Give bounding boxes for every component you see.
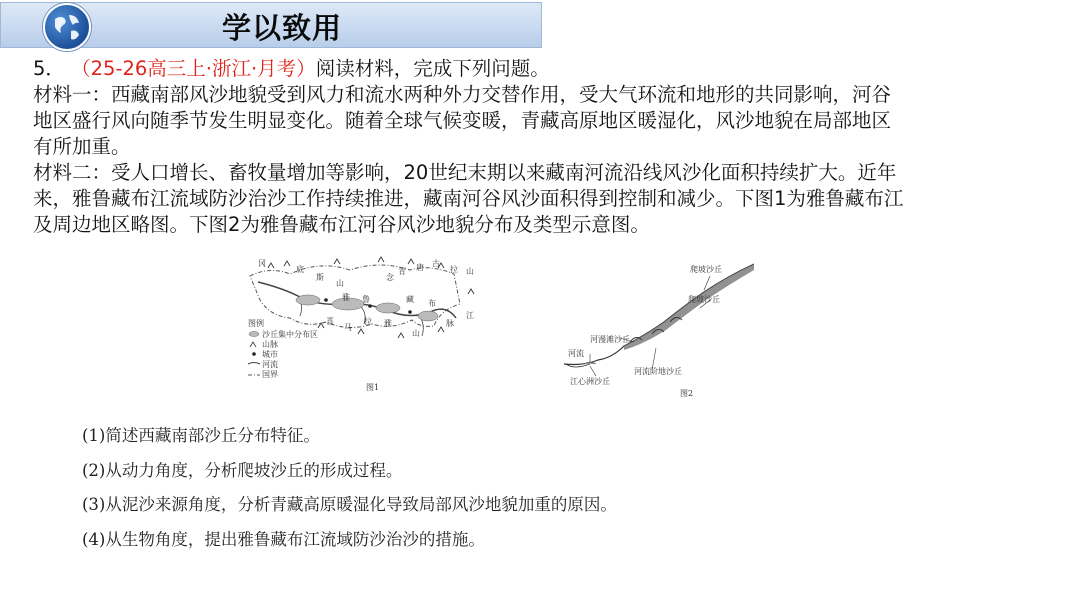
map-label: 雅: [384, 319, 392, 328]
figure-2-caption: 图2: [680, 389, 694, 398]
map-label: 布: [428, 299, 436, 308]
legend-item-dunes: 沙丘集中分布区: [262, 330, 318, 339]
material-2-line-1: 材料二：受人口增长、畜牧量增加等影响，20世纪末期以来藏南河流沿线风沙化面积持续扩大。近年: [33, 161, 897, 184]
map-label: 念: [386, 273, 394, 282]
question-instruction: 阅读材料，完成下列问题。: [315, 57, 550, 80]
map-label: 底: [296, 265, 304, 274]
legend-item-border: 国界: [262, 370, 278, 379]
sub-question-3: (3)从泥沙来源角度，分析青藏高原暖湿化导致局部风沙地貌加重的原因。: [82, 495, 617, 514]
question-source: （25-26高三上·浙江·月考）: [71, 57, 316, 80]
figure-2-label: 江心洲沙丘: [570, 377, 610, 386]
map-label: 藏: [406, 295, 414, 304]
legend-item-cities: 城市: [262, 350, 278, 359]
map-label: 古: [432, 259, 440, 268]
map-label: 斯: [316, 273, 324, 282]
figure-1-caption: 图1: [366, 383, 380, 392]
question-block: [33, 56, 1043, 238]
legend-item-mountains: 山脉: [262, 340, 278, 349]
map-label: 江: [466, 311, 474, 320]
map-label: 山: [336, 279, 344, 288]
map-label: 山: [466, 267, 474, 276]
map-label: 雅: [342, 293, 350, 302]
figure-2-label: 河漫滩沙丘: [590, 335, 630, 344]
map-label: 鲁: [362, 295, 370, 304]
material-1-line-1: 材料一：西藏南部风沙地貌受到风力和流水两种外力交替作用，受大气环流和地形的共同影响，河谷: [33, 83, 892, 106]
map-label: 马: [344, 323, 352, 332]
figure-2-cross-section: [560, 260, 770, 400]
map-label: 冈: [258, 259, 266, 268]
figure-2-label: 爬坡沙丘: [688, 295, 720, 304]
sub-question-4: (4)从生物角度，提出雅鲁藏布江流域防沙治沙的措施。: [82, 529, 485, 549]
map-label: 唐: [416, 263, 424, 272]
sub-question-1: (1)简述西藏南部沙丘分布特征。: [82, 426, 320, 445]
globe-icon: [43, 3, 91, 51]
map-label: 拉: [450, 265, 458, 274]
figure-1-map: [238, 254, 518, 394]
question-intro: [33, 56, 1043, 82]
figure-2-label: 河流: [568, 349, 584, 358]
map-label: 青: [398, 267, 406, 276]
legend-title: 图例: [248, 319, 264, 328]
material-2-line-3: 及周边地区略图。下图2为雅鲁藏布江河谷风沙地貌分布及类型示意图。: [33, 213, 650, 236]
material-1-line-2: 地区盛行风向随季节发生明显变化。随着全球气候变暖，青藏高原地区暖湿化，风沙地貌在局部地区: [33, 109, 892, 132]
material-2-line-2: 来，雅鲁藏布江流域防沙治沙工作持续推进，藏南河谷风沙面积得到控制和减少。下图1为雅鲁藏布江: [33, 187, 904, 210]
sub-questions: [82, 422, 617, 560]
map-label: 山: [412, 329, 420, 338]
figure-2-label: 河流阶地沙丘: [634, 367, 682, 376]
map-label: 脉: [446, 319, 454, 328]
figure-2-label: 爬坡沙丘: [690, 265, 722, 274]
material-1-line-3: 有所加重。: [33, 135, 131, 158]
legend-item-rivers: 河流: [262, 360, 278, 369]
question-number: 5．: [33, 57, 65, 80]
map-label: 拉: [364, 317, 372, 326]
sub-question-2: (2)从动力角度，分析爬坡沙丘的形成过程。: [82, 460, 403, 480]
page-title: 学以致用: [222, 11, 343, 45]
map-label: 喜: [326, 317, 334, 326]
